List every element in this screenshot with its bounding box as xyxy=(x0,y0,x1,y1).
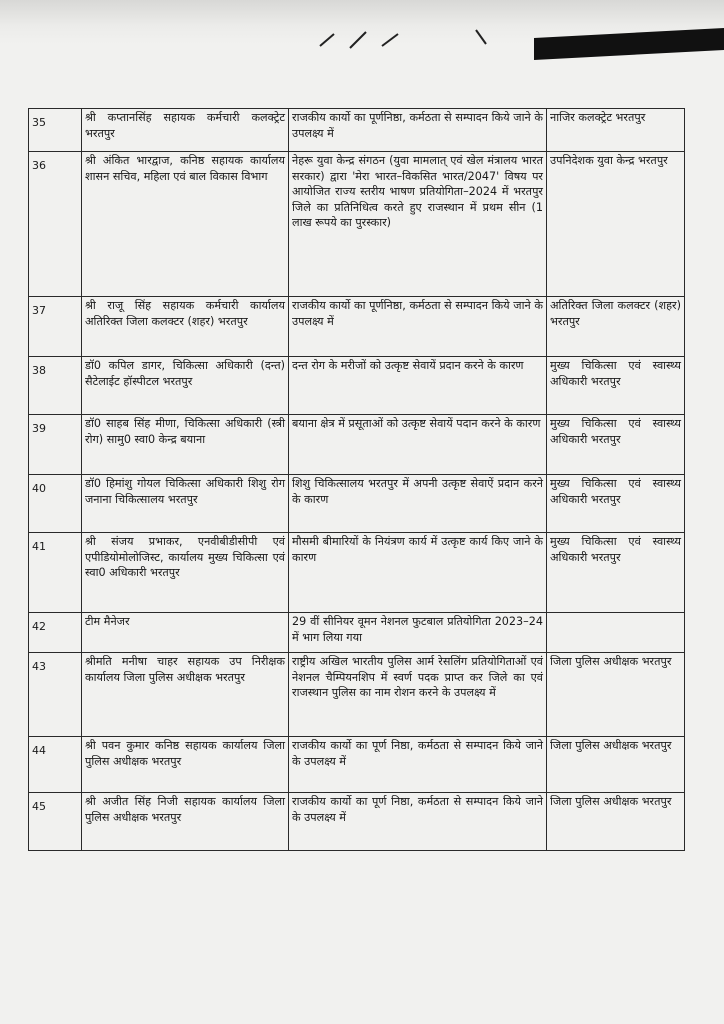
award-reason: शिशु चिकित्सालय भरतपुर में अपनी उत्कृष्ट सेवाऐं प्रदान करने के कारण xyxy=(289,475,547,533)
recommending-officer: उपनिदेशक युवा केन्द्र भरतपुर xyxy=(547,152,685,297)
awardee-name: श्री राजू सिंह सहायक कर्मचारी कार्यालय अतिरिक्त जिला कलक्टर (शहर) भरतपुर xyxy=(82,297,289,357)
recommending-officer: जिला पुलिस अधीक्षक भरतपुर xyxy=(547,737,685,793)
table-row xyxy=(29,793,685,851)
awardee-name: श्री अजीत सिंह निजी सहायक कार्यालय जिला पुलिस अधीक्षक भरतपुर xyxy=(82,793,289,851)
award-reason: राजकीय कार्यो का पूर्णनिष्ठा, कर्मठता से सम्पादन किये जाने के उपलक्ष्य में xyxy=(289,109,547,152)
awardee-name: श्री कप्तानसिंह सहायक कर्मचारी कलक्ट्रेट भरतपुर xyxy=(82,109,289,152)
awardee-name: श्री अंकित भारद्वाज, कनिष्ठ सहायक कार्यालय शासन सचिव, महिला एवं बाल विकास विभाग xyxy=(82,152,289,297)
awardee-name: डॉ0 हिमांशु गोयल चिकित्सा अधिकारी शिशु रोग जनाना चिकित्सालय भरतपुर xyxy=(82,475,289,533)
award-reason: दन्त रोग के मरीजों को उत्कृष्ट सेवायें प्रदान करने के कारण xyxy=(289,357,547,415)
serial-number: 40 xyxy=(29,475,82,533)
recommending-officer: मुख्य चिकित्सा एवं स्वास्थ्य अधिकारी भरतपुर xyxy=(547,475,685,533)
recommending-officer xyxy=(547,613,685,653)
serial-number: 42 xyxy=(29,613,82,653)
serial-number: 38 xyxy=(29,357,82,415)
award-reason: राजकीय कार्यो का पूर्णनिष्ठा, कर्मठता से सम्पादन किये जाने के उपलक्ष्य में xyxy=(289,297,547,357)
table-row xyxy=(29,737,685,793)
table-row xyxy=(29,653,685,737)
award-reason: राजकीय कार्यो का पूर्ण निष्ठा, कर्मठता से सम्पादन किये जाने के उपलक्ष्य में xyxy=(289,793,547,851)
awardee-name: टीम मैनेजर xyxy=(82,613,289,653)
award-reason: राजकीय कार्यो का पूर्ण निष्ठा, कर्मठता से सम्पादन किये जाने के उपलक्ष्य में xyxy=(289,737,547,793)
awardee-name: डॉ0 साहब सिंह मीणा, चिकित्सा अधिकारी (स्त्री रोग) सामु0 स्वा0 केन्द्र बयाना xyxy=(82,415,289,475)
table-row xyxy=(29,297,685,357)
pen-marks xyxy=(300,22,500,52)
awardee-name: श्री संजय प्रभाकर, एनवीबीडीसीपी एवं एपीडियोमोलोजिस्ट, कार्यालय मुख्य चिकित्सा एवं स्वा0 अधिकारी भरतपुर xyxy=(82,533,289,613)
serial-number: 44 xyxy=(29,737,82,793)
award-reason: नेहरू युवा केन्द्र संगठन (युवा मामलात् एवं खेल मंत्रालय भारत सरकार) द्वारा 'मेरा भारत–विकसित भारत/2047' विषय पर आयोजित राज्य स्तरीय भाषण प्रतियोगिता–2024 में भरतपुर जिले का प्रतिनिधित्व करते हुए राजस्थान में प्रथम सीन (1 लाख रूपये का पुरस्कार) xyxy=(289,152,547,297)
serial-number: 35 xyxy=(29,109,82,152)
awardee-name: डॉ0 कपिल डागर, चिकित्सा अधिकारी (दन्त) सैटेलाईट हॉस्पीटल भरतपुर xyxy=(82,357,289,415)
recommending-officer: अतिरिक्त जिला कलक्टर (शहर) भरतपुर xyxy=(547,297,685,357)
recommending-officer: मुख्य चिकित्सा एवं स्वास्थ्य अधिकारी भरतपुर xyxy=(547,533,685,613)
award-reason: बयाना क्षेत्र में प्रसूताओं को उत्कृष्ट सेवायें पदान करने के कारण xyxy=(289,415,547,475)
recommending-officer: जिला पुलिस अधीक्षक भरतपुर xyxy=(547,793,685,851)
table-row xyxy=(29,533,685,613)
awardee-name: श्रीमति मनीषा चाहर सहायक उप निरीक्षक कार्यालय जिला पुलिस अधीक्षक भरतपुर xyxy=(82,653,289,737)
table-row xyxy=(29,613,685,653)
serial-number: 36 xyxy=(29,152,82,297)
table-row xyxy=(29,109,685,152)
award-list-table xyxy=(28,108,685,851)
table-row xyxy=(29,357,685,415)
recommending-officer: जिला पुलिस अधीक्षक भरतपुर xyxy=(547,653,685,737)
awardee-name: श्री पवन कुमार कनिष्ठ सहायक कार्यालय जिला पुलिस अधीक्षक भरतपुर xyxy=(82,737,289,793)
award-reason: 29 वीं सीनियर वूमन नेशनल फुटबाल प्रतियोगिता 2023–24 में भाग लिया गया xyxy=(289,613,547,653)
award-reason: राष्ट्रीय अखिल भारतीय पुलिस आर्म रेसलिंग प्रतियोगिताओं एवं नेशनल चैम्पियनशिप में स्वर्ण पदक प्राप्त कर जिले का एवं राजस्थान पुलिस का नाम रोशन करने के उपलक्ष्य में xyxy=(289,653,547,737)
table-row xyxy=(29,415,685,475)
table-row xyxy=(29,152,685,297)
serial-number: 43 xyxy=(29,653,82,737)
serial-number: 37 xyxy=(29,297,82,357)
serial-number: 39 xyxy=(29,415,82,475)
recommending-officer: नाजिर कलक्ट्रेट भरतपुर xyxy=(547,109,685,152)
table-row xyxy=(29,475,685,533)
recommending-officer: मुख्य चिकित्सा एवं स्वास्थ्य अधिकारी भरतपुर xyxy=(547,357,685,415)
award-reason: मौसमी बीमारियों के नियंत्रण कार्य में उत्कृष्ट कार्य किए जाने के कारण xyxy=(289,533,547,613)
recommending-officer: मुख्य चिकित्सा एवं स्वास्थ्य अधिकारी भरतपुर xyxy=(547,415,685,475)
serial-number: 41 xyxy=(29,533,82,613)
serial-number: 45 xyxy=(29,793,82,851)
